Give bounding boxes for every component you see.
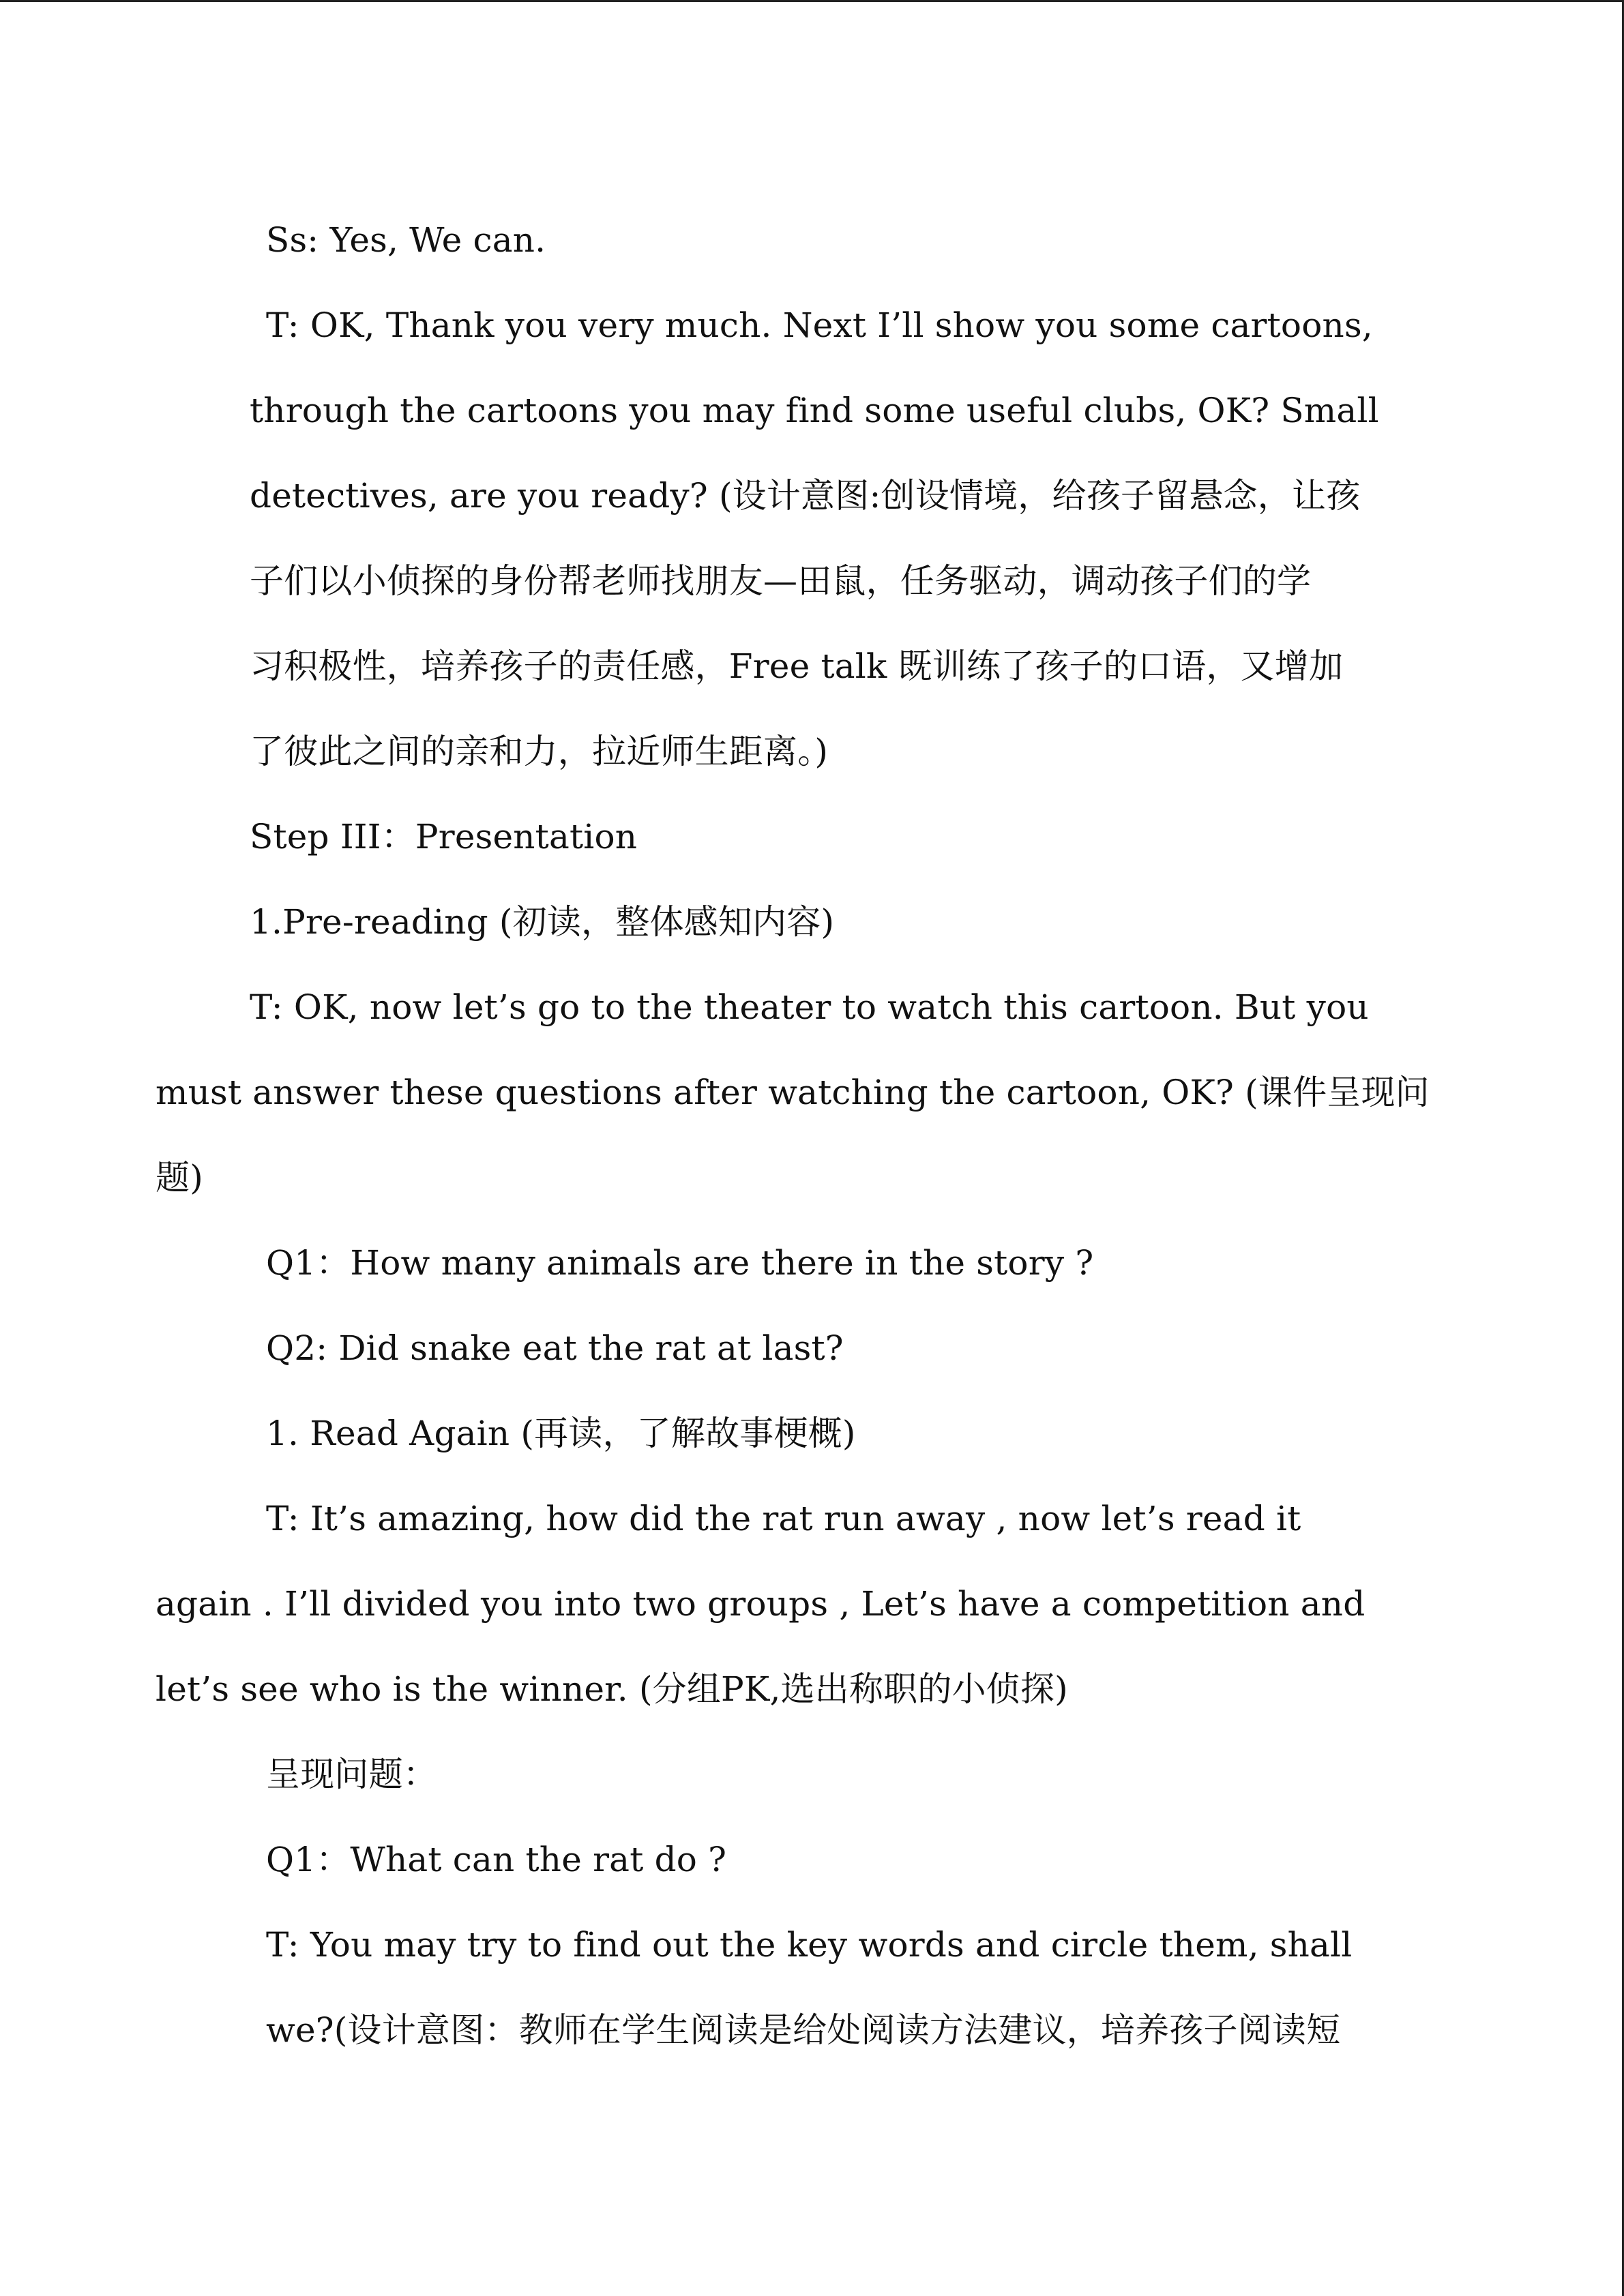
text-line-5: 子们以小侦探的身份帮老师找朋友—田鼠，任务驱动，调动孩子们的学 xyxy=(250,561,1312,601)
text-line-3: through the cartoons you may find some useful clubs, OK? Small xyxy=(250,391,1379,430)
text-line-18: let’s see who is the winner. (分组PK,选出称职的小侦探) xyxy=(156,1669,1068,1709)
text-line-6: 习积极性，培养孩子的责任感，Free talk 既训练了孩子的口语，又增加 xyxy=(250,646,1344,686)
text-line-4: detectives, are you ready? (设计意图:创设情境，给孩子留悬念，让孩 xyxy=(250,476,1361,516)
subheading-pre-reading: 1.Pre-reading (初读，整体感知内容) xyxy=(250,902,835,942)
text-line-22: we?(设计意图：教师在学生阅读是给处阅读方法建议，培养孩子阅读短 xyxy=(266,2010,1341,2050)
text-line-2: T: OK, Thank you very much. Next I’ll show you some cartoons, xyxy=(266,305,1373,345)
subheading-read-again: 1. Read Again (再读，了解故事梗概) xyxy=(266,1414,856,1453)
text-line-12: 题) xyxy=(156,1158,203,1197)
section-heading: Step III：Presentation xyxy=(250,817,638,856)
text-line-16: T: It’s amazing, how did the rat run away , now let’s read it xyxy=(266,1499,1301,1538)
question-line-rat: Q1：What can the rat do ? xyxy=(266,1840,727,1879)
question-line-q1: Q1：How many animals are there in the story ? xyxy=(266,1243,1094,1283)
text-line-7: 了彼此之间的亲和力，拉近师生距离。) xyxy=(250,732,829,771)
text-line-17: again . I’ll divided you into two groups , Let’s have a competition and xyxy=(156,1584,1365,1624)
text-line-10: T: OK, now let’s go to the theater to watch this cartoon. But you xyxy=(250,987,1369,1027)
text-line-1: Ss: Yes, We can. xyxy=(266,220,546,260)
text-line-19: 呈现问题： xyxy=(266,1755,437,1794)
question-line-q2: Q2: Did snake eat the rat at last? xyxy=(266,1328,844,1368)
text-line-21: T: You may try to find out the key words and circle them, shall xyxy=(266,1925,1353,1965)
text-line-11: must answer these questions after watching the cartoon, OK? (课件呈现问 xyxy=(156,1073,1430,1112)
